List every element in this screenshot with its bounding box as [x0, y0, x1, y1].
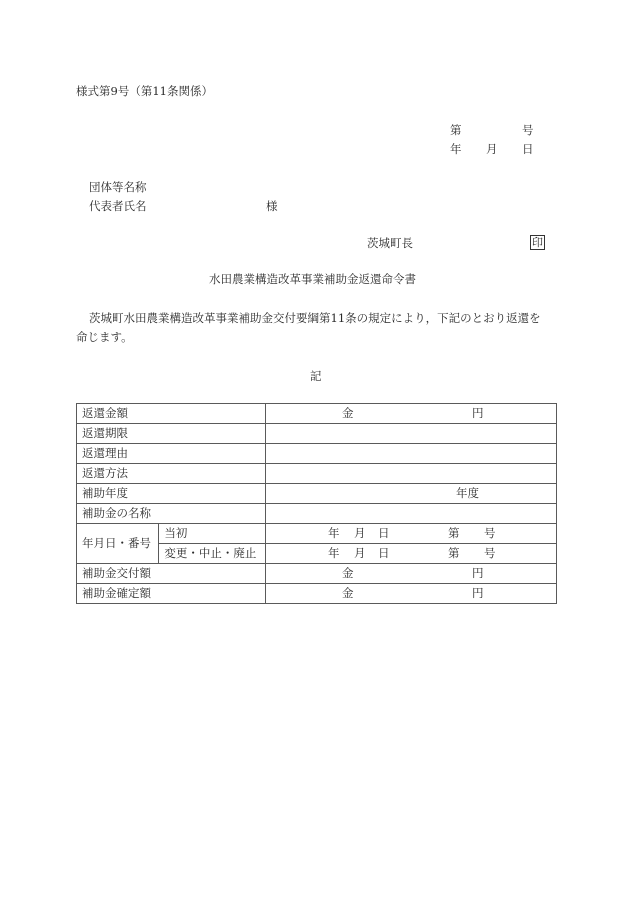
document-title: 水田農業構造改革事業補助金返還命令書 [209, 272, 416, 286]
row-label: 補助金確定額 [77, 584, 266, 604]
table-row [77, 524, 557, 544]
grant-amount-value[interactable]: 金 円 [266, 564, 557, 584]
date-day: 日 [522, 142, 534, 156]
return-details-table [76, 403, 557, 604]
body-line-2: 命じます。 [76, 330, 133, 344]
seal-icon: 印 [532, 236, 543, 249]
sub-row-label: 当初 [159, 524, 266, 544]
fixed-amount-value[interactable]: 金 円 [266, 584, 557, 604]
table-row [77, 464, 557, 484]
return-amount-value[interactable]: 金 円 [266, 404, 557, 424]
table-row [77, 484, 557, 504]
date-year: 年 [450, 142, 462, 156]
body-line-1: 茨城町水田農業構造改革事業補助金交付要綱第11条の規定により，下記のとおり返還を [89, 311, 541, 325]
table-row [77, 504, 557, 524]
row-label: 補助金交付額 [77, 564, 266, 584]
return-deadline-value[interactable] [266, 424, 557, 444]
org-name-label: 団体等名称 [89, 180, 147, 194]
row-label: 返還理由 [77, 444, 266, 464]
subsidy-name-value[interactable] [266, 504, 557, 524]
date-month: 月 [486, 142, 498, 156]
return-reason-value[interactable] [266, 444, 557, 464]
table-row [77, 424, 557, 444]
row-label: 年月日・番号 [77, 524, 159, 564]
ki-heading: 記 [310, 369, 322, 383]
row-label: 返還期限 [77, 424, 266, 444]
table-row [77, 404, 557, 424]
sub-row-label: 変更・中止・廃止 [159, 544, 266, 564]
table-row [77, 584, 557, 604]
row-label: 補助年度 [77, 484, 266, 504]
row-label: 返還方法 [77, 464, 266, 484]
honorific: 様 [266, 199, 278, 213]
change-date-number-value[interactable]: 年 月 日 第 号 [266, 544, 557, 564]
rep-name-label: 代表者氏名 [89, 199, 147, 213]
issuer-name: 茨城町長 [367, 236, 413, 250]
seal-mark [530, 235, 545, 250]
subsidy-year-value[interactable]: 年度 [266, 484, 557, 504]
row-label: 補助金の名称 [77, 504, 266, 524]
form-number: 様式第9号（第11条関係） [76, 84, 213, 98]
table-row [77, 444, 557, 464]
doc-number-dai: 第 [450, 123, 462, 137]
table-row [77, 564, 557, 584]
return-method-value[interactable] [266, 464, 557, 484]
initial-date-number-value[interactable]: 年 月 日 第 号 [266, 524, 557, 544]
doc-number-go: 号 [522, 123, 534, 137]
row-label: 返還金額 [77, 404, 266, 424]
